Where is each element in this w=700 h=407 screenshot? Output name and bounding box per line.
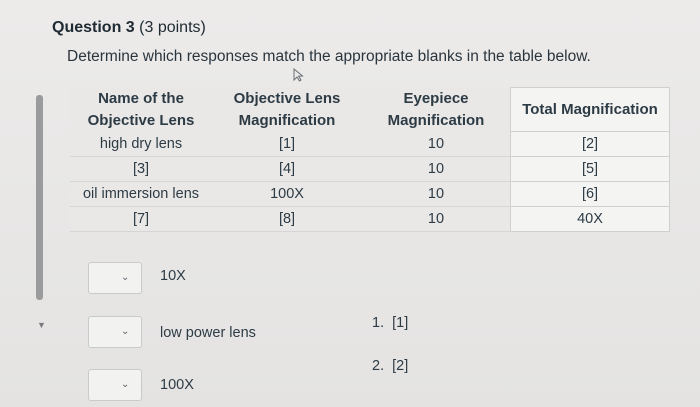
question-number: Question 3 <box>52 19 135 36</box>
chevron-down-icon: ⌄ <box>121 379 130 390</box>
table-cell: [3] <box>70 157 212 182</box>
chevron-down-icon: ⌄ <box>121 272 130 283</box>
table-cell: 10 <box>362 207 511 232</box>
answer-dropdown-1[interactable] <box>88 262 142 294</box>
blank-list-item-2 <box>372 358 408 374</box>
table-cell: 40X <box>511 207 670 232</box>
header-objective-name <box>70 88 212 132</box>
caret-down-icon: ▼ <box>37 320 46 330</box>
table-cell: [1] <box>212 132 362 157</box>
header-line: Magnification <box>387 111 485 129</box>
header-line: Total Magnification <box>522 100 658 118</box>
table-cell: [8] <box>212 207 362 232</box>
answer-option-label: low power lens <box>160 325 256 341</box>
header-line: Magnification <box>238 111 336 129</box>
table-cell: 100X <box>212 182 362 207</box>
table-cell: high dry lens <box>70 132 212 157</box>
question-points: (3 points) <box>139 19 206 36</box>
table-cell: [2] <box>511 132 670 157</box>
table-cell: oil immersion lens <box>70 182 212 207</box>
table-cell: 10 <box>362 157 511 182</box>
blank-list-item-1 <box>372 315 408 331</box>
table-header-row <box>70 88 670 132</box>
table-row <box>70 207 670 232</box>
header-line: Eyepiece <box>403 89 469 107</box>
table-row <box>70 157 670 182</box>
blank-label: [2] <box>392 358 409 374</box>
chevron-down-icon: ⌄ <box>121 326 130 337</box>
blank-label: [1] <box>392 315 409 331</box>
table-cell: 10 <box>362 182 511 207</box>
table-row <box>70 132 670 157</box>
magnification-table <box>70 87 670 232</box>
header-line: Objective Lens <box>233 89 341 107</box>
table-cell: 10 <box>362 132 511 157</box>
list-number: 1. <box>372 315 385 331</box>
header-total-magnification <box>511 88 670 132</box>
header-objective-magnification <box>212 88 362 132</box>
table-row <box>70 182 670 207</box>
answer-option-label: 100X <box>160 377 194 393</box>
header-line: Name of the <box>98 89 184 107</box>
question-prompt: Determine which responses match the appropriate blanks in the table below. <box>67 48 591 65</box>
table-cell: [5] <box>511 157 670 182</box>
list-number: 2. <box>372 358 385 374</box>
scroll-indicator-bar[interactable] <box>36 95 43 300</box>
answer-dropdown-3[interactable] <box>88 369 142 401</box>
table-cell: [4] <box>212 157 362 182</box>
answer-option-label: 10X <box>160 268 186 284</box>
question-title <box>52 19 206 37</box>
table-cell: [7] <box>70 207 212 232</box>
answer-dropdown-2[interactable] <box>88 316 142 348</box>
pointer-cursor-icon <box>292 68 306 82</box>
table-cell: [6] <box>511 182 670 207</box>
header-eyepiece-magnification <box>362 88 511 132</box>
header-line: Objective Lens <box>87 111 195 129</box>
